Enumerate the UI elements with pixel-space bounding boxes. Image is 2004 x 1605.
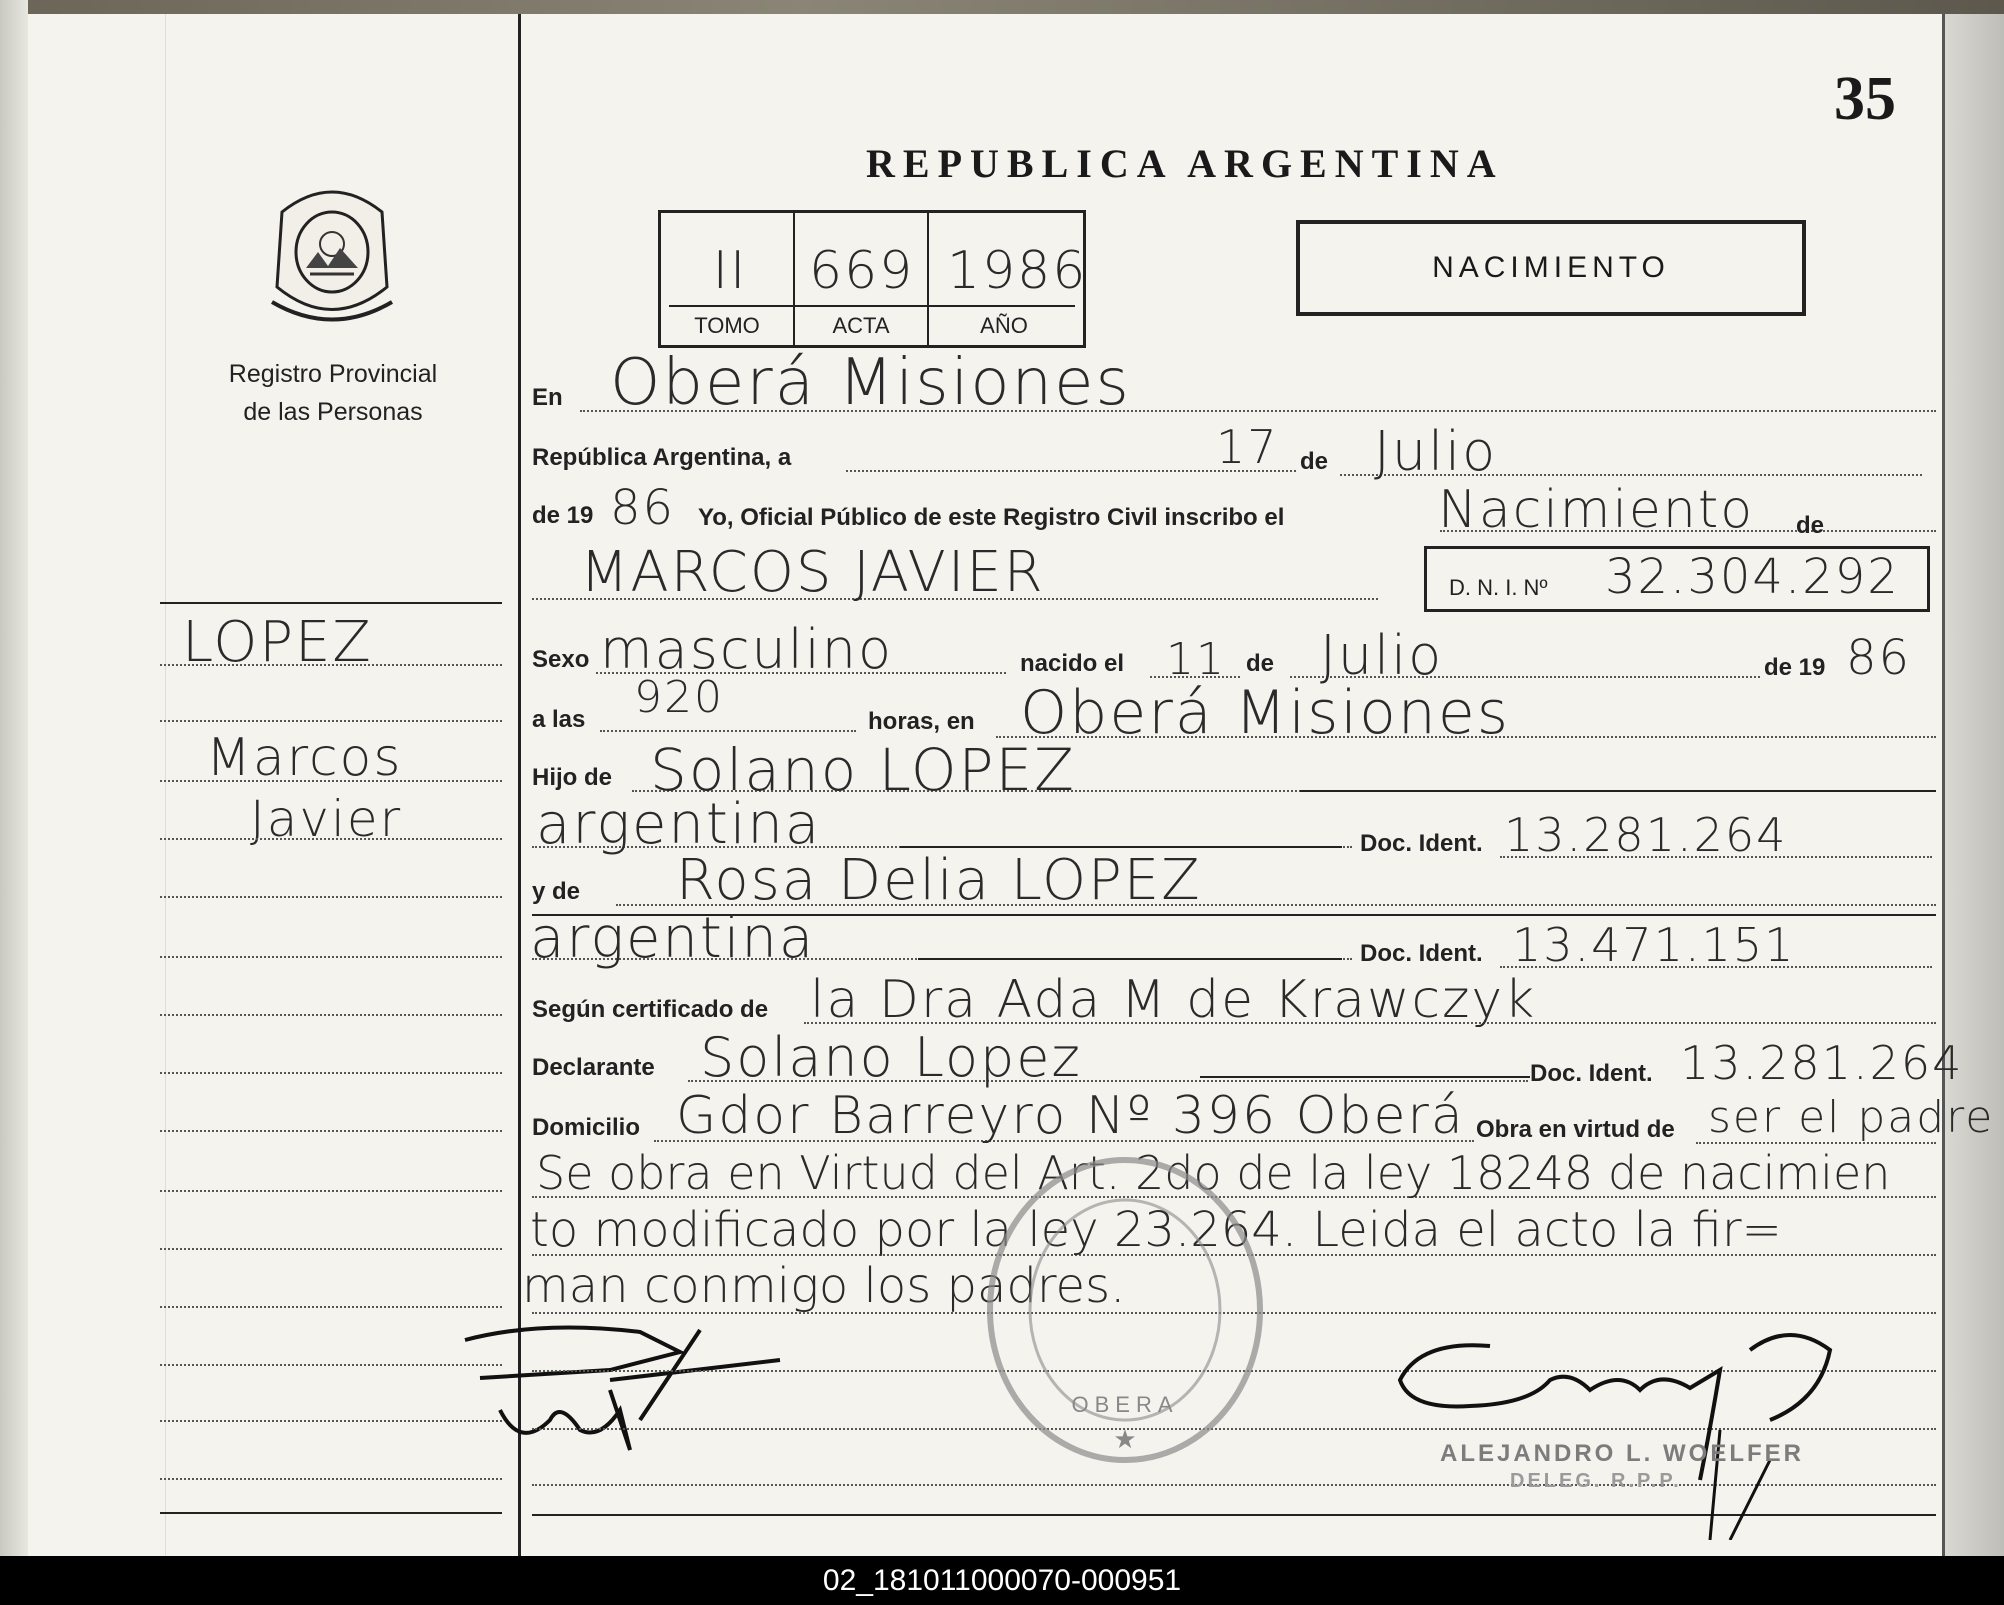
line-mother-nat-fill	[918, 958, 1342, 960]
anio-label: AÑO	[980, 313, 1028, 338]
left-panel-rule	[160, 602, 502, 604]
given-name-margin-1: Marcos	[206, 728, 403, 788]
left-line	[160, 956, 502, 958]
given-name-margin-2: Javier	[250, 790, 403, 848]
book-left-edge	[0, 0, 28, 1556]
value-mother-nat: argentina	[530, 906, 816, 971]
surname-margin: LOPEZ	[182, 610, 373, 675]
left-line	[160, 1420, 502, 1422]
value-certificate: la Dra Ada M de Krawczyk	[810, 970, 1537, 1030]
record-number-box	[658, 210, 1086, 348]
stamp-city: OBERA	[1071, 1392, 1179, 1417]
value-birth-time: 920	[634, 672, 724, 723]
value-note-line1: Se obra en Virtud del Art. 2do de la ley 18248 de nacimien	[536, 1146, 1891, 1200]
value-birth-month: Julio	[1320, 624, 1444, 687]
label-segun: Según certificado de	[532, 996, 769, 1023]
value-dni: 32.304.292	[1605, 549, 1900, 605]
line-father-fill	[1300, 790, 1936, 792]
dni-box	[1424, 546, 1930, 612]
label-y-de: y de	[532, 878, 581, 905]
left-line	[160, 1072, 502, 1074]
tomo-label: TOMO	[694, 313, 760, 338]
value-father: Solano LOPEZ	[650, 736, 1076, 804]
label-declarante: Declarante	[532, 1054, 655, 1081]
scan-id-footer: 02_181011000070-000951	[0, 1556, 2004, 1605]
left-line	[160, 1014, 502, 1016]
value-reg-day: 17	[1216, 420, 1279, 474]
country-heading: REPUBLICA ARGENTINA	[866, 141, 1504, 186]
value-place: Oberá Misiones	[610, 346, 1131, 420]
label-de19: de 19	[532, 502, 594, 529]
left-line	[160, 838, 502, 840]
provincial-seal-icon	[262, 172, 402, 332]
value-reg-year: 86	[610, 480, 676, 536]
tomo-value: II	[712, 241, 748, 301]
anio-value: 1986	[947, 241, 1088, 301]
value-virtue: ser el padre	[1708, 1092, 1995, 1143]
value-inscribe-type: Nacimiento	[1438, 480, 1755, 540]
left-line	[160, 780, 502, 782]
record-type-box: NACIMIENTO	[1296, 220, 1806, 316]
value-birth-year: 86	[1846, 630, 1912, 686]
left-line	[160, 1478, 502, 1480]
acta-label: ACTA	[832, 313, 890, 338]
value-father-doc: 13.281.264	[1504, 808, 1788, 862]
left-margin-line	[165, 14, 166, 1556]
page-number: 35	[1834, 65, 1896, 133]
label-en: En	[532, 384, 563, 411]
label-domicilio: Domicilio	[532, 1114, 641, 1141]
label-a-las: a las	[532, 706, 586, 733]
value-reg-month: Julio	[1374, 420, 1498, 483]
label-obra-virtud: Obra en virtud de	[1476, 1116, 1675, 1143]
label-de: de	[1300, 448, 1329, 475]
value-note-line2: to modificado por la ley 23.264. Leida el acto la fir=	[530, 1202, 1782, 1258]
label-doc-ident-father: Doc. Ident.	[1360, 830, 1483, 857]
value-sex: masculino	[600, 618, 894, 681]
label-dni: D. N. I. Nº	[1449, 575, 1548, 600]
value-address: Gdor Barreyro Nº 396 Oberá	[676, 1086, 1465, 1146]
value-birth-day: 11	[1166, 634, 1226, 685]
left-line	[160, 1364, 502, 1366]
value-declarant: Solano Lopez	[700, 1026, 1082, 1089]
left-line	[160, 720, 502, 722]
registry-name-line1: Registro Provincial	[228, 360, 438, 388]
line-birth-time	[600, 730, 856, 732]
left-line	[160, 1248, 502, 1250]
value-father-nat: argentina	[536, 792, 822, 857]
official-stamp-icon	[980, 1150, 1270, 1470]
acta-value: 669	[809, 241, 915, 301]
left-line	[160, 1130, 502, 1132]
left-line	[160, 664, 502, 666]
svg-text:★: ★	[1113, 1424, 1137, 1454]
label-de-birth: de	[1246, 650, 1275, 677]
official-title: DELEG. R.P.P.	[1510, 1470, 1682, 1492]
label-horas-en: horas, en	[868, 708, 975, 735]
value-child-name: MARCOS JAVIER	[580, 540, 1045, 605]
label-nacido-el: nacido el	[1020, 650, 1125, 677]
label-sexo: Sexo	[532, 646, 590, 673]
value-birth-place: Oberá Misiones	[1020, 678, 1511, 748]
left-line	[160, 896, 502, 898]
value-mother-doc: 13.471.151	[1512, 918, 1796, 972]
label-doc-ident-mother: Doc. Ident.	[1360, 940, 1483, 967]
label-de-end: de	[1796, 512, 1825, 539]
left-line	[160, 1306, 502, 1308]
label-de19-birth: de 19	[1764, 654, 1826, 681]
line-declarant-fill	[1200, 1076, 1530, 1078]
label-doc-ident-declarant: Doc. Ident.	[1530, 1060, 1653, 1087]
declarant-signature-icon	[460, 1300, 880, 1460]
left-bottom-rule	[160, 1512, 502, 1514]
label-republica: República Argentina, a	[532, 444, 792, 471]
book-right-edge	[1942, 14, 2004, 1556]
label-hijo-de: Hijo de	[532, 764, 613, 791]
left-line	[160, 1190, 502, 1192]
official-signature-icon	[1390, 1310, 1860, 1540]
registry-name-line2: de las Personas	[243, 398, 423, 426]
value-declarant-doc: 13.281.264	[1680, 1036, 1964, 1090]
value-mother: Rosa Delia LOPEZ	[676, 848, 1202, 913]
label-yo-oficial: Yo, Oficial Público de este Registro Civil inscribo el	[698, 504, 1285, 531]
official-name: ALEJANDRO L. WOELFER	[1440, 1440, 1804, 1467]
value-note-line3: man conmigo los padres.	[522, 1258, 1126, 1314]
